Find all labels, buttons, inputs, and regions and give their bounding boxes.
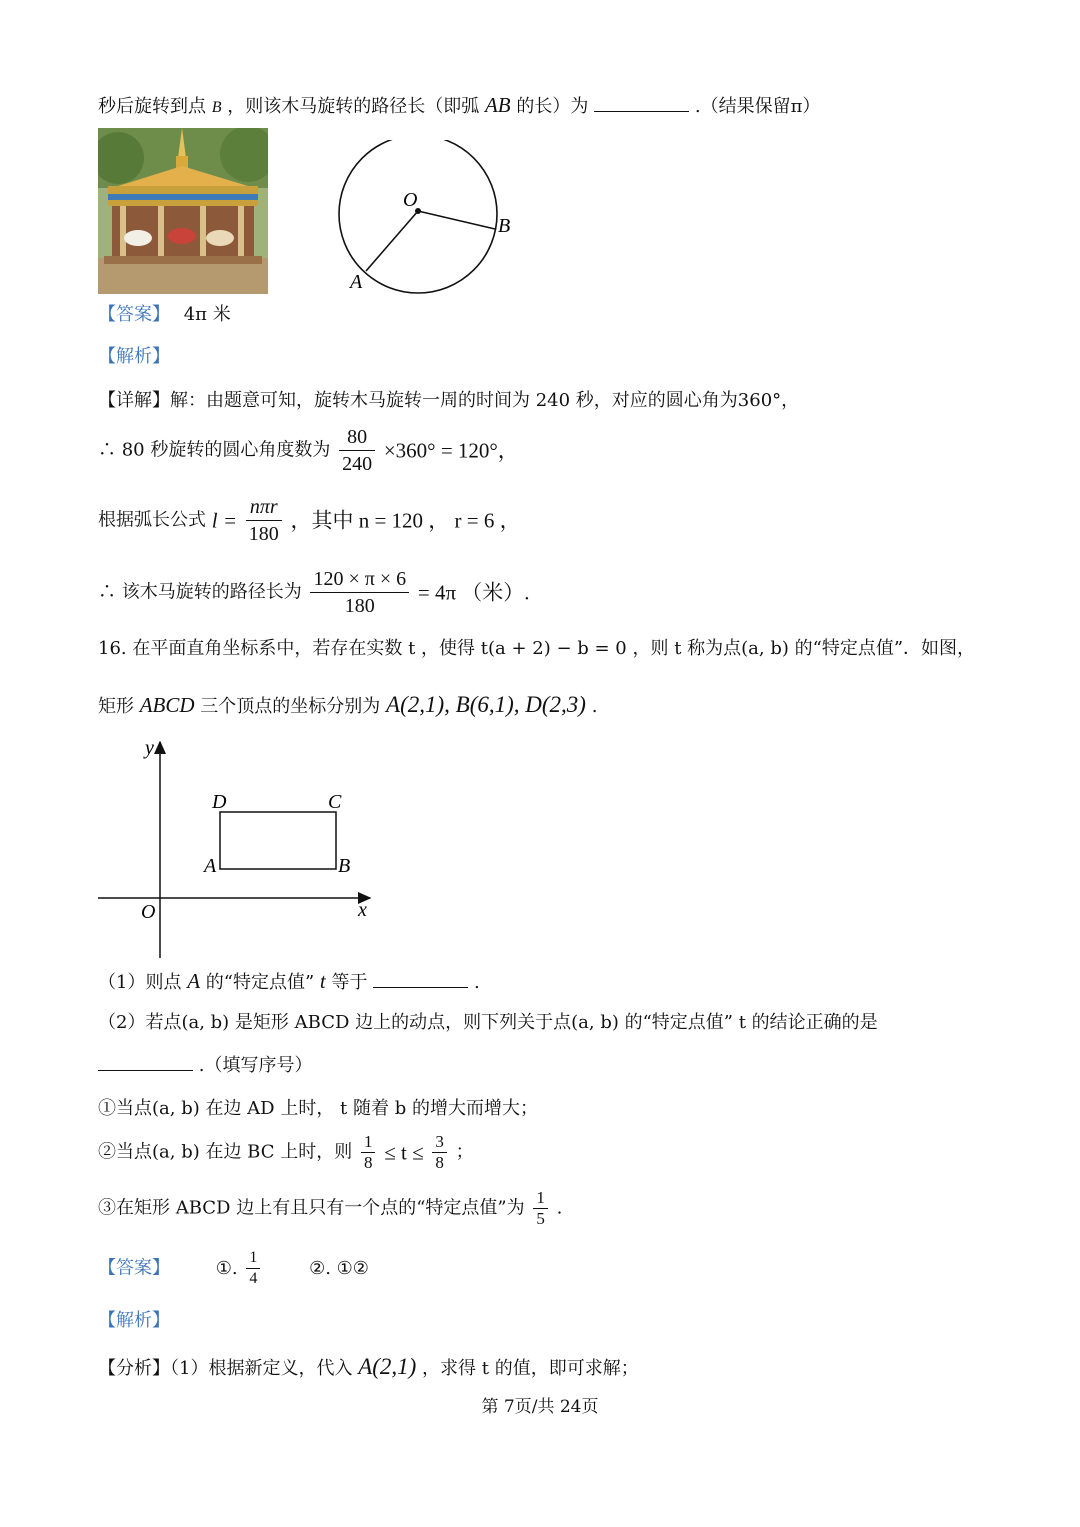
- numerator: nπr: [246, 494, 282, 521]
- q16-part2-line2: [98, 1052, 312, 1079]
- q15-line1: [98, 92, 820, 121]
- coordinate-figure: [96, 736, 386, 962]
- q16-option1: [98, 1096, 538, 1122]
- label-c: C: [328, 791, 342, 813]
- text: ，则该木马旋转的路径长（即弧: [227, 96, 480, 117]
- answer-tag: 【答案】: [98, 1257, 170, 1279]
- label-b: B: [498, 215, 510, 237]
- q16-option3: [98, 1188, 562, 1229]
- denominator: 180: [248, 523, 279, 545]
- text: .（填写序号）: [198, 1055, 313, 1076]
- q15-answer: [98, 302, 231, 328]
- label-x: x: [358, 899, 367, 921]
- numerator: 80: [339, 424, 375, 451]
- numerator: 1: [533, 1188, 548, 1209]
- q16-part2-line1: [98, 1010, 878, 1036]
- text: ；: [455, 1141, 474, 1163]
- text: ∴ 该木马旋转的路径长为: [98, 581, 302, 603]
- circle-figure: [330, 140, 510, 300]
- text: .（结果保留π）: [694, 96, 821, 117]
- text: 的长）为: [516, 96, 589, 117]
- label-a: A: [350, 271, 363, 293]
- denominator: 240: [342, 453, 373, 475]
- answer-blank[interactable]: [594, 93, 689, 112]
- numerator: 120 × π × 6: [310, 566, 409, 593]
- q16-fenxi: [98, 1354, 639, 1382]
- inequality: ≤ t ≤: [384, 1140, 424, 1165]
- fenxi-tag: 【分析】: [98, 1358, 170, 1379]
- text: ∴ 80 秒旋转的圆心角度数为: [98, 439, 331, 461]
- q16-stem2: [98, 692, 597, 720]
- rect-label: ABCD: [139, 693, 195, 717]
- text: ①当点(a, b) 在边 AD 上时， t 随着 b 的增大而增大；: [98, 1098, 538, 1119]
- text: 秒后旋转到点: [98, 96, 206, 117]
- numerator: 3: [432, 1132, 447, 1153]
- text: 三个顶点的坐标分别为: [200, 696, 381, 717]
- fraction-80-240: [339, 424, 375, 477]
- q15-analysis-heading: [98, 344, 170, 370]
- var-t: t: [319, 969, 326, 993]
- text: 根据弧长公式: [98, 509, 206, 531]
- radius-oa: [366, 211, 418, 271]
- analysis-tag: 【解析】: [98, 1310, 170, 1331]
- text: ②当点(a, b) 在边 BC 上时，则: [98, 1141, 353, 1163]
- text: （2）若点(a, b) 是矩形 ABCD 边上的动点，则下列关于点(a, b) 的“特定点值” t 的结论正确的是: [98, 1012, 878, 1033]
- text: 等于: [331, 972, 368, 993]
- carousel-photo: [98, 128, 268, 294]
- q16-analysis-heading: [98, 1308, 170, 1334]
- text: ×360° = 120°，: [383, 438, 519, 463]
- q15-detail1: [98, 388, 799, 414]
- denominator: 5: [536, 1209, 545, 1228]
- text: ③在矩形 ABCD 边上有且只有一个点的“特定点值”为: [98, 1197, 525, 1219]
- denominator: 180: [344, 595, 375, 617]
- vertex-coords: A(2,1), B(6,1), D(2,3): [386, 692, 586, 717]
- answer-blank-2[interactable]: [98, 1052, 193, 1071]
- answer-blank-1[interactable]: [373, 969, 468, 988]
- text: 矩形: [98, 696, 134, 717]
- circle-outline: [339, 140, 497, 293]
- fraction-1-4: [246, 1248, 260, 1289]
- q15-detail3: [98, 494, 521, 547]
- label-a: A: [204, 855, 217, 877]
- q16-option2: [98, 1132, 474, 1173]
- answer2-value: ②. ①②: [309, 1257, 369, 1279]
- text: （1）则点: [98, 972, 182, 993]
- q16-stem1: [98, 636, 975, 662]
- numerator: 1: [361, 1132, 376, 1153]
- numerator: 1: [249, 1249, 258, 1266]
- page-footer: 第 7页/共 24页: [481, 1397, 599, 1417]
- text: ，求得 t 的值，即可求解；: [422, 1358, 639, 1379]
- analysis-tag: 【解析】: [98, 346, 170, 367]
- q16-answer: [98, 1248, 369, 1289]
- text: = 4π （米）.: [417, 580, 530, 605]
- denominator: 8: [435, 1153, 444, 1172]
- text: .: [473, 972, 480, 993]
- answer1-label: ①.: [215, 1257, 238, 1279]
- fraction-1-5: [533, 1188, 548, 1229]
- text: （1）根据新定义，代入: [170, 1358, 353, 1379]
- fraction-3-8: [432, 1132, 447, 1173]
- answer-tag: 【答案】: [98, 304, 170, 325]
- detail-tag: 【详解】: [98, 390, 170, 411]
- fraction-path-length: [310, 566, 409, 619]
- rectangle-abcd: [220, 812, 336, 869]
- label-o: O: [141, 901, 156, 923]
- point-a-coords: A(2,1): [358, 1354, 417, 1379]
- fraction-arc-formula: [246, 494, 282, 547]
- text: .: [556, 1197, 563, 1219]
- q15-detail4: [98, 566, 530, 619]
- text: 解：由题意可知，旋转木马旋转一周的时间为 240 秒，对应的圆心角为360°，: [170, 390, 800, 411]
- label-o: O: [403, 189, 418, 211]
- q16-part1: [98, 968, 480, 996]
- fraction-1-8: [361, 1132, 376, 1173]
- label-y: y: [145, 737, 154, 759]
- formula-l: l =: [211, 508, 237, 533]
- denominator: 8: [363, 1153, 373, 1172]
- answer-value: 4π 米: [183, 304, 231, 325]
- text: ，其中 n = 120 ， r = 6 ，: [290, 508, 521, 533]
- denominator: 4: [246, 1268, 260, 1289]
- text: .: [591, 696, 598, 717]
- arc-label: AB: [484, 93, 511, 117]
- q15-detail2: [98, 424, 519, 477]
- text: 16. 在平面直角坐标系中，若存在实数 t ，使得 t(a + 2) − b = 0 ，则 t 称为点(a, b) 的“特定点值”．如图，: [98, 638, 976, 659]
- point-a-label: A: [187, 969, 201, 993]
- point-b-label: B: [211, 99, 222, 116]
- label-b: B: [338, 855, 351, 877]
- label-d: D: [212, 791, 227, 813]
- text: 的“特定点值”: [205, 972, 315, 993]
- radius-ob: [418, 211, 495, 229]
